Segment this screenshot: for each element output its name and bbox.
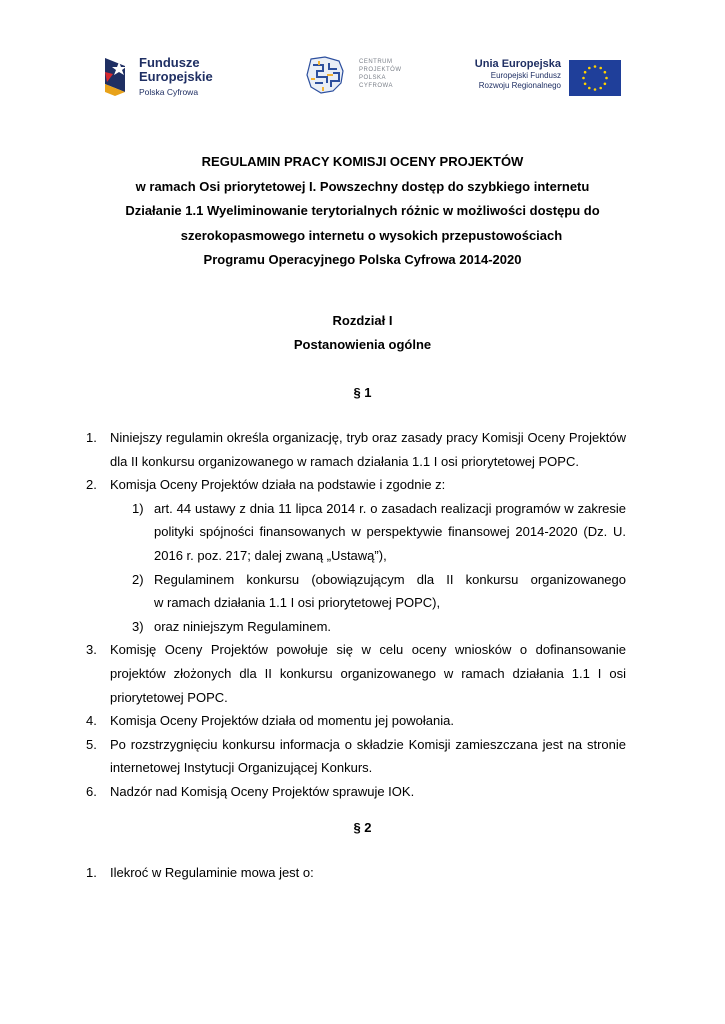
list-item-text: Komisję Oceny Projektów powołuje się w celu oceny wniosków o dofinansowanie: [110, 642, 626, 658]
sub-list-item-text: polityki spójności finansowanych w perspektywie finansowej 2014-2020 (Dz. U.: [154, 524, 626, 540]
list-item-text: projektów złożonych dla II konkursu organizowanego w ramach działania 1.1 I osi: [110, 665, 626, 681]
sub-list-item: [86, 497, 626, 568]
sub-list-item-text: 2016 r. poz. 217; dalej zwaną „Ustawą”),: [154, 547, 387, 563]
list-number: 3.: [86, 642, 97, 658]
logo-text: Europejskie: [139, 69, 213, 84]
logo-text: CENTRUM: [359, 59, 393, 65]
document-title: [100, 150, 625, 273]
logo-text: Unia Europejska: [474, 58, 561, 70]
sub-list-item: [86, 568, 626, 615]
logo-text: POLSKA: [359, 75, 387, 81]
logo-text: Europejski Fundusz: [490, 71, 561, 80]
title-line: Działanie 1.1 Wyeliminowanie terytorialnych różnic w możliwości dostępu do: [125, 203, 600, 218]
logo-text: Fundusze: [139, 55, 200, 70]
sub-list-item-text: art. 44 ustawy z dnia 11 lipca 2014 r. o zasadach realizacji programów w zakresie: [154, 500, 626, 516]
fundusze-europejskie-wordmark: [139, 56, 213, 98]
list-item-text: Komisja Oceny Projektów działa od momentu jej powołania.: [110, 713, 454, 729]
list-item-text: priorytetowej POPC.: [110, 689, 228, 705]
centrum-wordmark: [359, 58, 402, 90]
list-number: 1.: [86, 430, 97, 445]
list-item: [86, 709, 626, 733]
list-item: [86, 473, 626, 497]
section-1-list: [86, 426, 626, 804]
logo-text: Polska Cyfrowa: [139, 87, 199, 97]
logo-text: CYFROWA: [359, 83, 393, 89]
fundusze-europejskie-star-icon: [103, 52, 137, 96]
list-item-text: Nadzór nad Komisją Oceny Projektów sprawuje IOK.: [110, 783, 415, 799]
sub-list-number: 1): [132, 500, 144, 516]
chapter-name: Postanowienia ogólne: [293, 337, 432, 352]
chapter-label: Rozdział I: [332, 313, 393, 328]
list-item-text: Komisja Oceny Projektów działa na podstawie i zgodnie z:: [110, 477, 446, 493]
list-number: 2.: [86, 477, 97, 493]
sub-list-number: 2): [132, 571, 144, 587]
centrum-map-icon: [303, 55, 347, 95]
eu-flag-icon: [569, 60, 621, 96]
title-line: szerokopasmowego internetu o wysokich przepustowościach: [180, 227, 563, 243]
sub-list-item-text: oraz niniejszym Regulaminem.: [154, 618, 332, 634]
section-2-list: [86, 861, 626, 885]
list-number: 4.: [86, 713, 97, 729]
fundusze-europejskie-logo: [103, 52, 228, 104]
centrum-projektow-logo: [303, 52, 413, 102]
unia-europejska-logo: [467, 58, 627, 100]
list-item: [86, 733, 626, 780]
list-item-text: Po rozstrzygnięciu konkursu informacja o składzie Komisji zamieszczana jest na stronie: [110, 736, 626, 752]
list-item-text: dla II konkursu organizowanego w ramach działania 1.1 I osi priorytetowej POPC.: [110, 453, 579, 469]
list-number: 1.: [86, 865, 97, 880]
logo-text: Rozwoju Regionalnego: [478, 81, 561, 90]
section-mark: § 2: [353, 820, 372, 835]
unia-europejska-wordmark: [467, 58, 561, 91]
title-line: w ramach Osi priorytetowej I. Powszechny dostęp do szybkiego internetu: [135, 178, 590, 194]
list-item-text: Ilekroć w Regulaminie mowa jest o:: [110, 865, 314, 880]
list-item-text: Niniejszy regulamin określa organizację, tryb oraz zasady pracy Komisji Oceny Projektów: [110, 430, 626, 445]
list-item: [86, 426, 626, 473]
list-number: 6.: [86, 783, 97, 799]
list-item: [86, 861, 626, 885]
title-line: REGULAMIN PRACY KOMISJI OCENY PROJEKTÓW: [201, 154, 524, 169]
list-item-text: internetowej Instytucji Organizującej Konkurs.: [110, 760, 373, 776]
sub-list-item-text: Regulaminem konkursu (obowiązującym dla II konkursu organizowanego: [154, 571, 626, 587]
sub-list-item: [86, 615, 626, 639]
list-item: [86, 638, 626, 709]
logo-text: PROJEKTÓW: [359, 67, 402, 73]
list-number: 5.: [86, 736, 97, 752]
list-item: [86, 780, 626, 804]
section-mark: § 1: [353, 385, 372, 400]
title-line: Programu Operacyjnego Polska Cyfrowa 2014-2020: [203, 252, 522, 267]
sub-list-item-text: w ramach działania 1.1 I osi priorytetowej POPC),: [154, 595, 441, 611]
sub-list-number: 3): [132, 618, 144, 634]
